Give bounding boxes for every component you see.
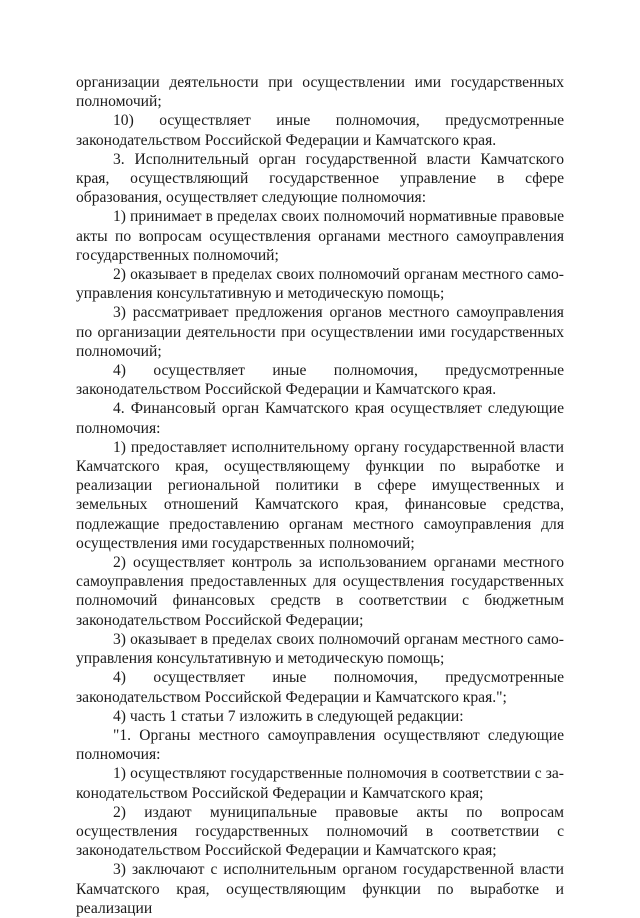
paragraph: 2) осуществляет контроль за использованием органами местного самоуправления предоставленных для осуществления государственных полномочий финансовых средств в соответствии с бюджетным законодательством Российской Федерации; — [76, 554, 564, 629]
paragraph: 3) рассматривает предложения органов местного самоуправления по организации деятельности при осуществлении ими государственных полномочий; — [76, 304, 564, 360]
paragraph: 3. Исполнительный орган государственной власти Камчатского края, осуществляющий государственное управление в сфере образования, осуществляет следующие полномочия: — [76, 150, 564, 207]
paragraph: 2) оказывает в пределах своих полномочий органам местного самоуправления консультативную и методическую помощь; — [76, 266, 564, 303]
paragraph: организации деятельности при осуществлении ими государственных полномочий; — [76, 74, 564, 111]
document-body — [76, 73, 564, 918]
paragraph: 4. Финансовый орган Камчатского края осуществляет следующие полномочия: — [76, 400, 564, 437]
paragraph: 1) предоставляет исполнительному органу государственной власти Камчатского края, осуществляющему функции по выработке и реализации региональной политики в сфере имущественных и земельных отношений Камчатского края, финансовые средства, подлежащие предоставлению органам местного самоуправления для осуществления ими государственных полномочий; — [76, 438, 564, 552]
paragraph: 10) осуществляет иные полномочия, предусмотренные законодательством Российской Федерации и Камчатского края. — [76, 112, 564, 149]
paragraph: 3) заключают с исполнительным органом государственной власти Камчатского края, осуществляющим функции по выработке и реализации — [76, 861, 564, 917]
paragraph: 4) осуществляет иные полномочия, предусмотренные законодательством Российской Федерации и Камчатского края."; — [76, 669, 564, 706]
paragraph: 4) осуществляет иные полномочия, предусмотренные законодательством Российской Федерации и Камчатского края. — [76, 362, 564, 399]
paragraph: 1) принимает в пределах своих полномочий нормативные правовые акты по вопросам осуществления органами местного самоуправления государственных полномочий; — [76, 208, 564, 264]
paragraph: 1) осуществляют государственные полномочия в соответствии с законодательством Российской Федерации и Камчатского края; — [76, 765, 564, 802]
paragraph: 3) оказывает в пределах своих полномочий органам местного самоуправления консультативную и методическую помощь; — [76, 630, 564, 668]
paragraph: 4) часть 1 статьи 7 изложить в следующей редакции: — [113, 707, 464, 725]
paragraph: "1. Органы местного самоуправления осуществляют следующие полномочия: — [76, 726, 564, 764]
paragraph: 2) издают муниципальные правовые акты по вопросам осуществления государственных полномочий в соответствии с законодательством Российской Федерации и Камчатского края; — [76, 803, 564, 860]
